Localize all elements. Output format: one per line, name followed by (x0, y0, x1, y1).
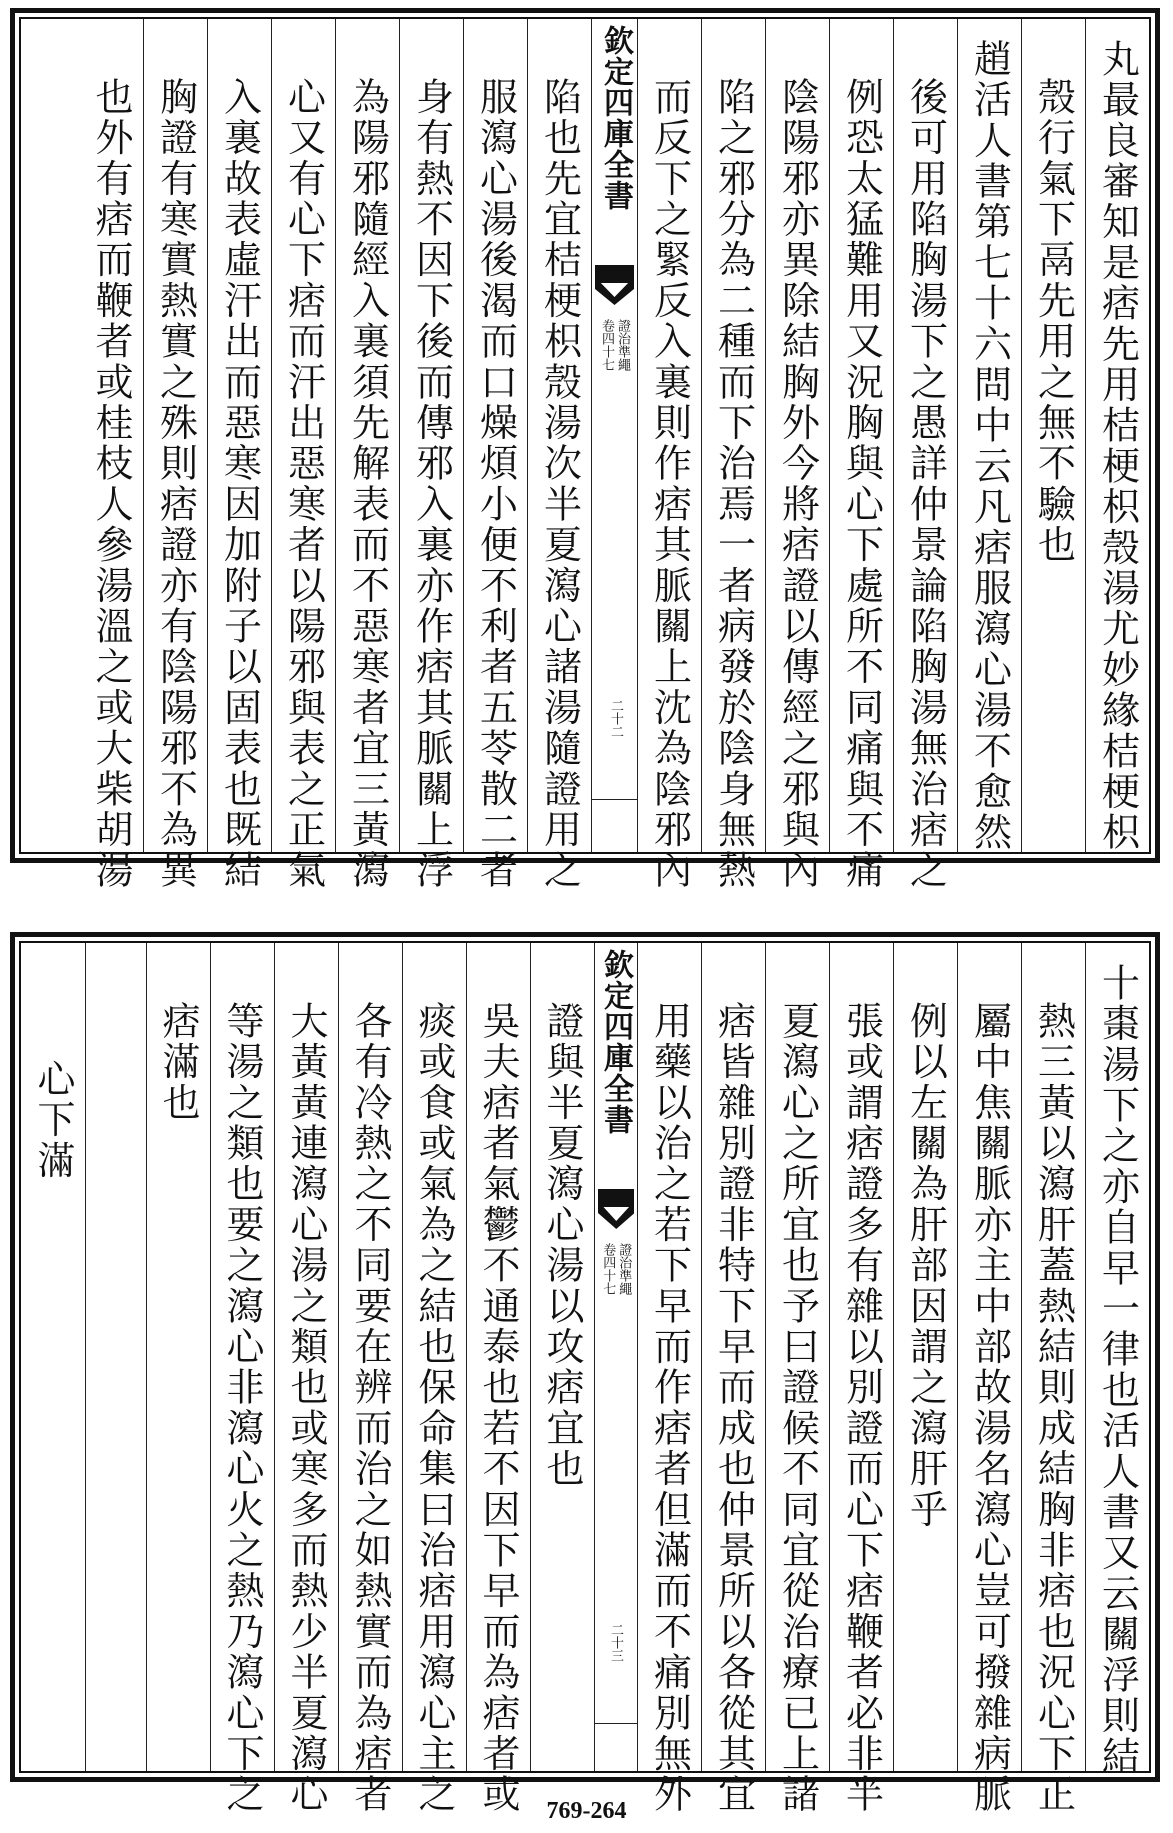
text-column (1021, 943, 1085, 1815)
column-text: 服瀉心湯後渴而口燥煩小便不利者五苓散二者 (473, 77, 518, 891)
column-text: 也外有痞而鞭者或桂枝人參湯溫之或大柴胡湯 (89, 77, 133, 891)
text-column (637, 943, 701, 1815)
column-text: 夏瀉心之所宜也予曰證候不同宜從治療已上諸 (775, 1001, 820, 1815)
page-panel-top (10, 8, 1160, 891)
chapter-info (594, 319, 635, 371)
text-column (79, 19, 143, 891)
text-column (399, 19, 463, 891)
text-column (893, 943, 957, 1771)
column-text: 張或謂痞證多有雜以別證而心下痞鞭者必非半 (839, 1001, 884, 1815)
column-text: 陷之邪分為二種而下治焉一者病發於陰身無熱 (711, 77, 756, 891)
chapter-info (597, 1243, 636, 1295)
column-text: 而反下之緊反入裏則作痞其脈關上沈為陰邪內 (647, 77, 692, 891)
column-text: 殼行氣下鬲先用之無不驗也 (1031, 77, 1076, 566)
column-text: 陷也先宜桔梗枳殼湯次半夏瀉心諸湯隨證用之 (537, 77, 582, 891)
column-text: 例恐太猛難用又況胸與心下處所不同痛與不痛 (839, 77, 884, 891)
volume-label: 卷四十七 (599, 319, 614, 371)
center-spine (594, 943, 638, 1771)
column-text: 例以左關為肝部因謂之瀉肝乎 (903, 1001, 948, 1531)
column-text: 入裏故表虛汗出而惡寒因加附子以固表也既結 (217, 77, 262, 891)
column-text: 十棗湯下之亦自早一律也活人書又云關浮則結 (1095, 963, 1140, 1777)
text-column (274, 943, 338, 1815)
text-column (893, 19, 957, 891)
column-text: 熱三黃以瀉肝蓋熱結則成結胸非痞也況心下正 (1031, 1001, 1076, 1815)
column-text: 各有冷熱之不同要在辨而治之如熱實而為痞者 (348, 1001, 392, 1815)
page-number: 二十二 (608, 699, 623, 738)
text-column (829, 943, 893, 1815)
text-column (1021, 19, 1085, 852)
book-title: 欽定四庫全書 (598, 25, 633, 211)
text-column (146, 943, 210, 1771)
text-column (466, 943, 530, 1815)
spine-rule (595, 1723, 638, 1724)
column-text: 用藥以治之若下早而作痞者但滿而不痛別無外 (647, 1001, 692, 1815)
text-column (207, 19, 271, 891)
column-text: 後可用陷胸湯下之愚詳仲景論陷胸湯無治痞之 (903, 77, 948, 891)
text-column (402, 943, 466, 1815)
text-column (271, 19, 335, 891)
text-column (85, 943, 146, 1771)
text-column (527, 19, 591, 891)
text-column (957, 943, 1021, 1815)
section-heading: 心下滿 (31, 1059, 75, 1182)
text-column (637, 19, 701, 891)
text-column (829, 19, 893, 891)
column-text: 趙活人書第七十六問中云凡痞服瀉心湯不愈然 (967, 39, 1012, 853)
text-column (765, 19, 829, 891)
column-text: 等湯之類也要之瀉心非瀉心火之熱乃瀉心下之 (220, 1001, 264, 1815)
column-text: 屬中焦關脈亦主中部故湯名瀉心豈可撥雜病脈 (967, 1001, 1012, 1815)
book-title: 欽定四庫全書 (598, 949, 633, 1135)
text-column (335, 19, 399, 891)
column-text: 丸最良審知是痞先用桔梗枳殼湯尤妙緣桔梗枳 (1095, 39, 1140, 853)
fishtail-mark-icon (595, 265, 634, 305)
column-text: 痞皆雜別證非特下早而成也仲景所以各從其宜 (711, 1001, 756, 1815)
text-column (143, 19, 207, 891)
center-spine (591, 19, 637, 852)
column-text: 為陽邪隨經入裏須先解表而不惡寒者宜三黃瀉 (345, 77, 390, 891)
text-column (1085, 19, 1149, 852)
column-text: 身有熱不因下後而傳邪入裏亦作痞其脈關上浮 (409, 77, 454, 891)
volume-label: 卷四十七 (600, 1243, 616, 1295)
column-text: 證與半夏瀉心湯以攻痞宜也 (540, 1001, 584, 1490)
text-column (765, 943, 829, 1815)
section-heading-column (21, 943, 85, 1771)
text-column (957, 19, 1021, 852)
spine-rule (592, 799, 637, 800)
column-text: 痞滿也 (156, 1001, 200, 1124)
column-text: 心又有心下痞而汗出惡寒者以陽邪與表之正氣 (281, 77, 326, 891)
book-subtitle: 證治準繩 (615, 319, 630, 371)
book-subtitle: 證治準繩 (616, 1243, 632, 1295)
text-column (701, 19, 765, 891)
page-number: 二十三 (608, 1623, 623, 1662)
text-column (463, 19, 527, 891)
column-text: 大黃黃連瀉心湯之類也或寒多而熱少半夏瀉心 (284, 1001, 328, 1815)
page-caption: 769-264 (546, 1798, 627, 1824)
text-column (530, 943, 594, 1771)
text-column (210, 943, 274, 1815)
text-column (338, 943, 402, 1815)
column-text: 陰陽邪亦異除結胸外今將痞證以傳經之邪與內 (775, 77, 820, 891)
column-text: 胸證有寒實熱實之殊則痞證亦有陰陽邪不為異 (153, 77, 198, 891)
text-column (1085, 943, 1149, 1777)
column-text: 痰或食或氣為之結也保命集曰治痞用瀉心主之 (412, 1001, 456, 1815)
text-columns (21, 19, 1149, 891)
fishtail-mark-icon (598, 1189, 635, 1229)
column-text: 吳夫痞者氣鬱不通泰也若不因下早而為痞者或 (476, 1001, 520, 1815)
text-column (701, 943, 765, 1815)
